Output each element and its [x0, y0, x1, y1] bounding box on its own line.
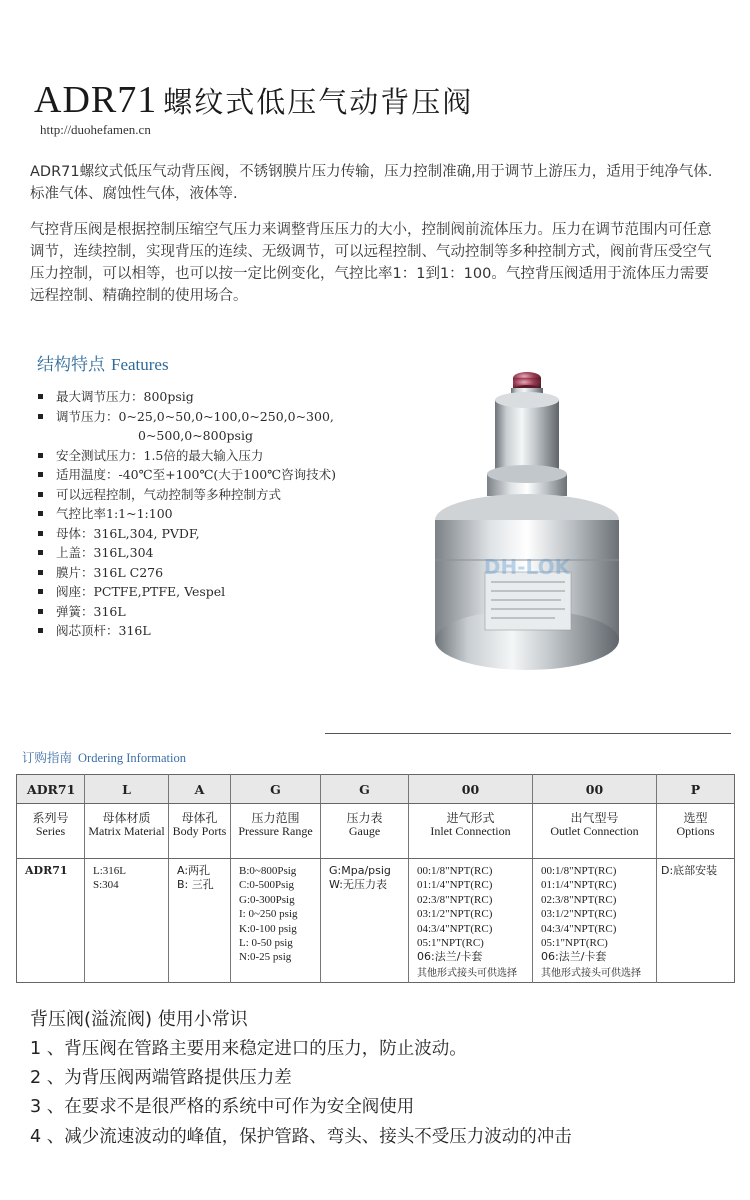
code-cell: P — [657, 775, 735, 804]
page-title — [34, 78, 473, 122]
bullet-icon — [38, 589, 43, 594]
feature-item: 膜片：316L C276 — [38, 563, 418, 583]
ports-options: A:两孔 B: 三孔 — [169, 859, 231, 983]
product-image — [415, 360, 645, 700]
feature-item: 调节压力：0~25,0~50,0~100,0~250,0~300, 0~500,0~800psig — [38, 407, 418, 446]
bullet-icon — [38, 628, 43, 633]
features-heading-cn: 结构特点 — [37, 355, 105, 375]
header-cell: 选型 Options — [657, 804, 735, 859]
feature-item-continuation: 0~500,0~800psig — [138, 428, 253, 443]
feature-item: 气控比率1:1~1:100 — [38, 504, 418, 524]
website-url[interactable]: http://duohefamen.cn — [40, 122, 151, 137]
features-heading — [37, 350, 169, 375]
feature-item: 上盖：316L,304 — [38, 543, 418, 563]
tip-item: 4 、减少流速波动的峰值，保护管路、弯头、接头不受压力波动的冲击 — [30, 1126, 572, 1147]
features-heading-en: Features — [111, 355, 169, 374]
code-cell: ADR71 — [17, 775, 85, 804]
header-cell: 母体孔 Body Ports — [169, 804, 231, 859]
feature-item: 弹簧：316L — [38, 602, 418, 622]
header-cell: 母体材质 Matrix Material — [85, 804, 169, 859]
header-cell: 压力表 Gauge — [321, 804, 409, 859]
bullet-icon — [38, 511, 43, 516]
model-number: ADR71 — [34, 79, 158, 121]
bullet-icon — [38, 453, 43, 458]
product-name: 螺纹式低压气动背压阀 — [163, 85, 474, 119]
feature-item: 最大调节压力：800psig — [38, 387, 418, 407]
series-option: ADR71 — [25, 864, 68, 877]
feature-item: 阀座：PCTFE,PTFE, Vespel — [38, 582, 418, 602]
tips-list — [30, 1035, 572, 1152]
bullet-icon — [38, 394, 43, 399]
header-row — [17, 804, 735, 859]
inlet-note: 其他形式接头可供选择 — [417, 967, 517, 979]
code-row — [17, 775, 735, 804]
outlet-options: 00:1/8"NPT(RC) 01:1/4"NPT(RC) 02:3/8"NPT(RC) 03:1/2"NPT(RC) 04:3/4"NPT(RC) 05:1"NPT(RC) 06:法兰/卡套 其他形式接头可供选择 — [533, 859, 657, 983]
material-options: L:316L S:304 — [85, 859, 169, 983]
code-cell: G — [321, 775, 409, 804]
watermark-logo: DH-LOK — [483, 555, 571, 579]
header-cell: 压力范围 Pressure Range — [231, 804, 321, 859]
ordering-heading-cn: 订购指南 — [22, 750, 73, 765]
code-cell: L — [85, 775, 169, 804]
code-cell: G — [231, 775, 321, 804]
bullet-icon — [38, 609, 43, 614]
section-divider — [325, 733, 731, 734]
tip-item: 1 、背压阀在管路主要用来稳定进口的压力，防止波动。 — [30, 1039, 467, 1059]
tips-heading: 背压阀(溢流阀) 使用小常识 — [30, 1009, 248, 1030]
feature-item: 适用温度：-40℃至+100℃(大于100℃咨询技术) — [38, 465, 418, 485]
options-option: D:底部安装 — [657, 859, 735, 983]
feature-item: 安全测试压力：1.5倍的最大输入压力 — [38, 446, 418, 466]
tip-item: 3 、在要求不是很严格的系统中可作为安全阀使用 — [30, 1097, 415, 1118]
intro-paragraph: ADR71螺纹式低压气动背压阀，不锈钢膜片压力传输，压力控制准确,用于调节上游压力，适用于纯净气体.标准气体、腐蚀性气体，液体等. — [30, 164, 713, 202]
header-cell: 系列号 Series — [17, 804, 85, 859]
pressure-options: B:0~800Psig C:0-500Psig G:0-300Psig I: 0~250 psig K:0-100 psig L: 0-50 psig N:0-25 psig — [231, 859, 321, 983]
bullet-icon — [38, 550, 43, 555]
feature-item: 阀芯顶杆：316L — [38, 621, 418, 641]
header-cell: 进气形式 Inlet Connection — [409, 804, 533, 859]
ordering-heading — [22, 748, 186, 766]
header-cell: 出气型号 Outlet Connection — [533, 804, 657, 859]
ordering-heading-en: Ordering Information — [78, 751, 186, 765]
ordering-table — [16, 774, 735, 983]
code-cell: 00 — [409, 775, 533, 804]
code-cell: A — [169, 775, 231, 804]
feature-item: 母体：316L,304, PVDF, — [38, 524, 418, 544]
outlet-note: 其他形式接头可供选择 — [541, 967, 641, 979]
code-cell: 00 — [533, 775, 657, 804]
gauge-options: G:Mpa/psig W:无压力表 — [321, 859, 409, 983]
bullet-icon — [38, 570, 43, 575]
bullet-icon — [38, 472, 43, 477]
description-paragraph: 气控背压阀是根据控制压缩空气压力来调整背压压力的大小，控制阀前流体压力。压力在调节范围内可任意调节，连续控制，实现背压的连续、无级调节，可以远程控制、气动控制等多种控制方式，阀前背压受空气压力控制，可以相等，也可以按一定比例变化，气控比率1：1到1：100。气控背压阀适用于流体压力需要远程控制、精确控制的使用场合。 — [30, 222, 712, 304]
features-list — [38, 387, 418, 641]
inlet-options: 00:1/8"NPT(RC) 01:1/4"NPT(RC) 02:3/8"NPT(RC) 03:1/2"NPT(RC) 04:3/4"NPT(RC) 05:1"NPT(RC) 06:法兰/卡套 其他形式接头可供选择 — [409, 859, 533, 983]
feature-item: 可以远程控制，气动控制等多种控制方式 — [38, 485, 418, 505]
bullet-icon — [38, 531, 43, 536]
tip-item: 2 、为背压阀两端管路提供压力差 — [30, 1068, 292, 1089]
bullet-icon — [38, 492, 43, 497]
options-row — [17, 859, 735, 983]
bullet-icon — [38, 414, 43, 419]
